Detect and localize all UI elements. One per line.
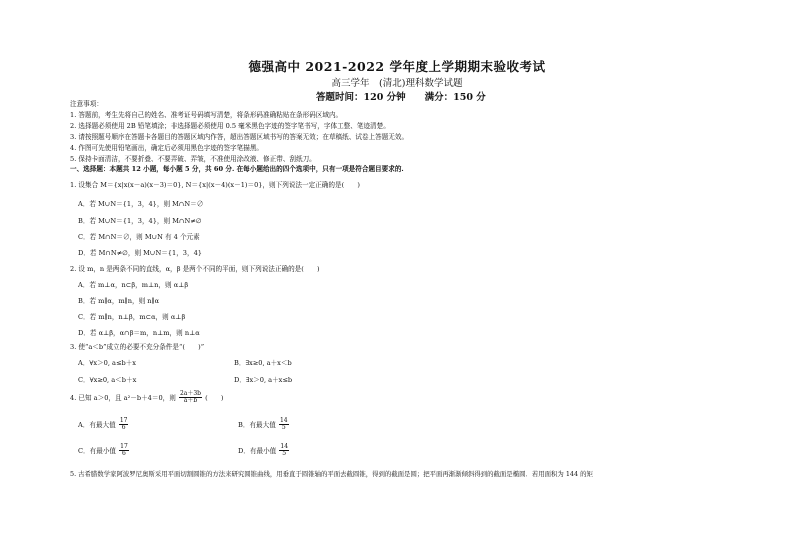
q4-option-a-fraction <box>119 418 129 432</box>
notice-item: 1. 答题前，考生先将自己的姓名、准考证号码填写清楚，将条形码准确粘贴在条形码区域内。 <box>70 111 343 119</box>
q3-option-c: C．∀x≥0, a＜b＋x <box>78 376 137 384</box>
notice-item: 2. 选择题必须使用 2B 铅笔填涂；非选择题必须使用 0.5 毫米黑色字迹的签字笔书写，字体工整、笔迹清楚。 <box>70 122 390 130</box>
q4-option-b <box>238 418 290 432</box>
q2-option-b: B．若 m∥α，m∥n，则 n∥α <box>78 297 160 305</box>
q3-option-d: D．∃x＞0, a＋x≤b <box>234 376 293 384</box>
q4-option-c-fraction <box>119 444 129 458</box>
q4-option-c-label: C．有最小值 <box>78 446 117 455</box>
q4-fraction <box>179 391 202 405</box>
exam-title: 德强高中 2021-2022 学年度上学期期末验收考试 <box>248 59 546 74</box>
notice-item: 5. 保持卡面清洁，不要折叠、不要弄破、弄皱，不准使用涂改液、修正带、刮纸刀。 <box>70 155 316 163</box>
question-1-stem: 1. 设集合 M＝{x|x(x－a)(x－3)＝0}, N＝{x|(x－4)(x－1)＝0}，则下列说法一定正确的是( ) <box>70 181 360 189</box>
q3-option-b: B．∃x≥0, a＋x＜b <box>234 359 292 367</box>
q1-option-a: A．若 M∪N＝{1，3，4}，则 M∩N＝∅ <box>78 200 204 208</box>
fraction-denominator: 6 <box>121 424 126 432</box>
question-5-stem: 5. 古希腊数学家阿波罗尼奥斯采用平面切割圆锥的方法来研究圆锥曲线，用垂直于圆锥轴的平面去截圆锥，得到的截面是圆；把平面再渐渐倾斜得到的截面是椭圆．若用面积为 144 的矩 <box>70 470 593 478</box>
q1-option-c: C．若 M∩N＝∅，则 M∪N 有 4 个元素 <box>78 233 200 241</box>
notice-item: 4. 作图可先使用铅笔画出，确定后必须用黑色字迹的签字笔描黑。 <box>70 144 264 152</box>
fraction-numerator: 14 <box>279 417 288 424</box>
fraction-numerator: 17 <box>120 443 128 450</box>
q3-option-a: A．∀x＞0, a≤b＋x <box>78 359 137 367</box>
fraction-denominator: 5 <box>281 424 286 432</box>
fraction-numerator: 14 <box>280 443 289 450</box>
question-2-stem: 2. 设 m，n 是两条不同的直线，α，β 是两个不同的平面，则下列说法正确的是( ) <box>70 265 320 273</box>
q4-option-a-label: A．有最大值 <box>78 420 116 429</box>
q4-option-b-fraction <box>279 418 289 432</box>
q1-option-d: D．若 M∩N≠∅，则 M∪N＝{1，3，4} <box>78 249 202 257</box>
q4-option-d-fraction <box>279 444 289 458</box>
q1-option-b: B．若 M∪N＝{1，3，4}，则 M∩N≠∅ <box>78 217 202 225</box>
q4-stem-prefix: 4. 已知 a＞0，且 a²－b＋4＝0，则 <box>70 393 176 402</box>
q4-option-d <box>238 444 290 458</box>
exam-time-score: 答题时间：120 分钟 满分：150 分 <box>316 92 486 103</box>
notice-item: 3. 请按照题号顺序在答题卡各题目的答题区域内作答，超出答题区域书写的答案无效；在草稿纸、试卷上答题无效。 <box>70 133 409 141</box>
q4-fraction-denominator: a＋b <box>183 397 198 405</box>
q4-option-b-label: B．有最大值 <box>238 420 276 429</box>
question-3-stem: 3. 使“a＜b”成立的必要不充分条件是“( )” <box>70 343 205 351</box>
q4-stem-suffix: ( ) <box>205 393 224 402</box>
notice-heading: 注意事项： <box>70 100 103 108</box>
q2-option-a: A．若 m⊥α，n⊂β，m⊥n，则 α⊥β <box>78 281 189 289</box>
fraction-numerator: 17 <box>119 417 128 424</box>
q2-option-d: D．若 α⊥β，α∩β＝m，n⊥m，则 n⊥α <box>78 329 200 337</box>
q4-option-a <box>78 418 129 432</box>
exam-subtitle: 高三学年 (清北)理科数学试题 <box>331 78 463 89</box>
fraction-denominator: 6 <box>122 450 126 458</box>
question-4-stem <box>70 391 223 405</box>
q4-option-c <box>78 444 130 458</box>
fraction-denominator: 5 <box>282 450 287 458</box>
q4-fraction-numerator: 2a＋3b <box>179 390 201 397</box>
q4-option-d-label: D．有最小值 <box>238 446 277 455</box>
section-heading: 一、选择题：本题共 12 小题，每小题 5 分，共 60 分. 在每小题给出的四个选项中，只有一项是符合题目要求的. <box>70 165 404 173</box>
q2-option-c: C．若 m∥n，n⊥β，m⊂α，则 α⊥β <box>78 313 186 321</box>
